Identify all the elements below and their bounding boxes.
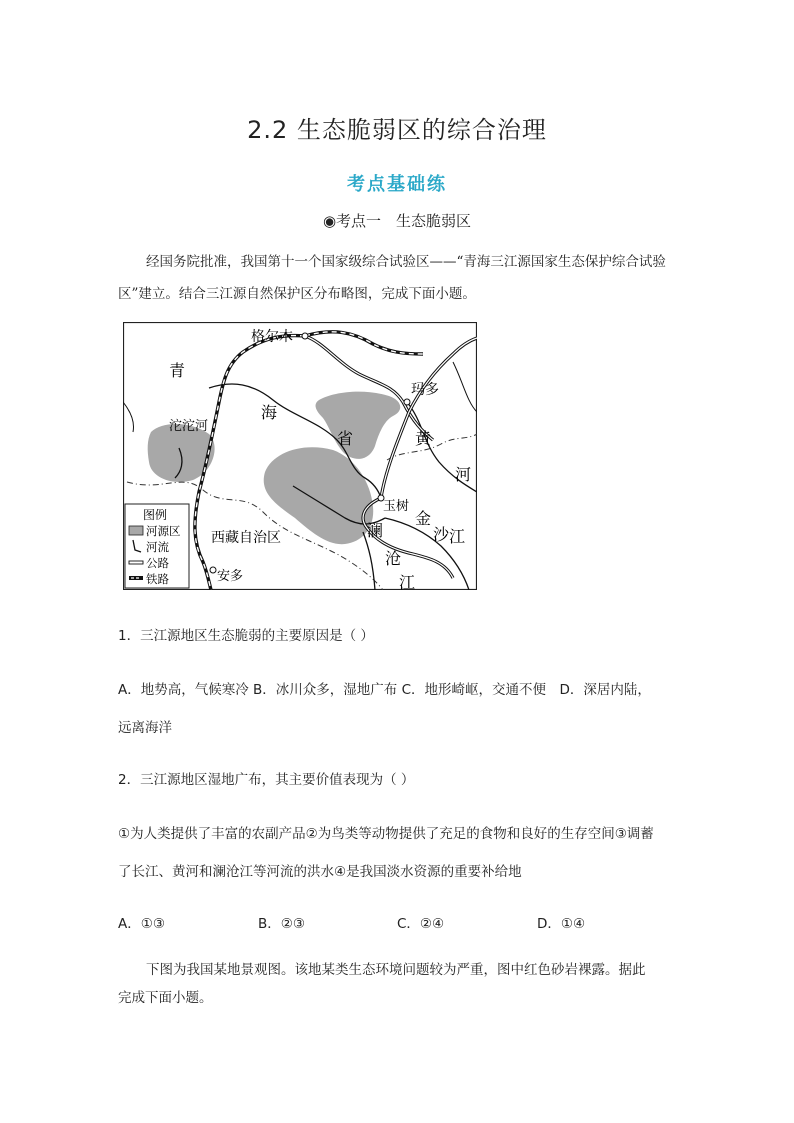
label-province-qing: 青	[169, 361, 186, 380]
question-2-option-b[interactable]: B．②③	[258, 916, 305, 932]
practice-subtitle: 考点基础练	[347, 174, 447, 195]
label-province-sheng: 省	[337, 429, 354, 448]
outro-text: 下图为我国某地景观图。该地某类生态环境问题较为严重，图中红色砂岩裸露。据此	[146, 962, 646, 978]
question-2-option-c[interactable]: C．②④	[397, 916, 445, 932]
legend-label-rail: 铁路	[146, 572, 169, 586]
label-tuotuo: 沱沱河	[169, 419, 209, 434]
label-jiang-jinsha: 江	[449, 527, 466, 546]
question-1-stem: 1．三江源地区生态脆弱的主要原因是（ ）	[118, 628, 374, 644]
question-2-stem: 2．三江源地区湿地广布，其主要价值表现为（ ）	[118, 772, 415, 788]
map-figure	[123, 322, 477, 590]
intro-text: 经国务院批准，我国第十一个国家级综合试验区——“青海三江源国家生态保护综合试验区”建立。结合三江源自然保护区分布略图，完成下面小题。	[118, 254, 666, 302]
legend-label-road: 公路	[146, 556, 169, 570]
maduo-point	[404, 399, 410, 405]
label-tibet: 西藏自治区	[211, 530, 281, 546]
legend-label-source: 河源区	[146, 524, 181, 538]
label-sha: 沙	[433, 525, 450, 544]
intro-paragraph	[118, 246, 678, 310]
question-2-option-a[interactable]: A．①③	[118, 916, 165, 932]
label-cang: 沧	[385, 549, 402, 568]
label-jiang-lancang: 江	[399, 573, 416, 590]
label-golmud: 格尔木	[251, 329, 293, 345]
question-2-option-d[interactable]: D．①④	[537, 916, 586, 932]
question-2-statements: ①为人类提供了丰富的农副产品②为鸟类等动物提供了充足的食物和良好的生存空间③调蓄	[118, 826, 654, 842]
label-yushu: 玉树	[383, 499, 410, 514]
label-maduo: 玛多	[411, 382, 439, 398]
legend-label-river: 河流	[146, 540, 169, 554]
label-lan: 澜	[367, 521, 384, 540]
legend-swatch-source	[129, 526, 143, 535]
label-huang: 黄	[415, 429, 432, 448]
golmud-point	[302, 333, 308, 339]
outro-paragraph-cont: 完成下面小题。	[118, 990, 213, 1006]
label-anduo: 安多	[217, 569, 244, 584]
anduo-point	[210, 567, 216, 573]
question-2-statements-cont: 了长江、黄河和澜沧江等河流的洪水④是我国淡水资源的重要补给地	[118, 864, 522, 880]
question-1-options-cont: 远离海洋	[118, 720, 172, 736]
label-he: 河	[455, 465, 472, 484]
legend-swatch-road	[129, 561, 143, 564]
label-province-hai: 海	[261, 403, 278, 422]
page-title: 2.2 生态脆弱区的综合治理	[247, 116, 547, 144]
sanjiangyuan-map	[123, 322, 477, 590]
question-1-options: A．地势高，气候寒冷 B．冰川众多，湿地广布 C．地形崎岖，交通不便 D．深居内陆，	[118, 682, 651, 698]
section-heading: ◉考点一 生态脆弱区	[322, 212, 472, 230]
label-jin: 金	[415, 509, 432, 528]
legend-title: 图例	[143, 508, 168, 522]
